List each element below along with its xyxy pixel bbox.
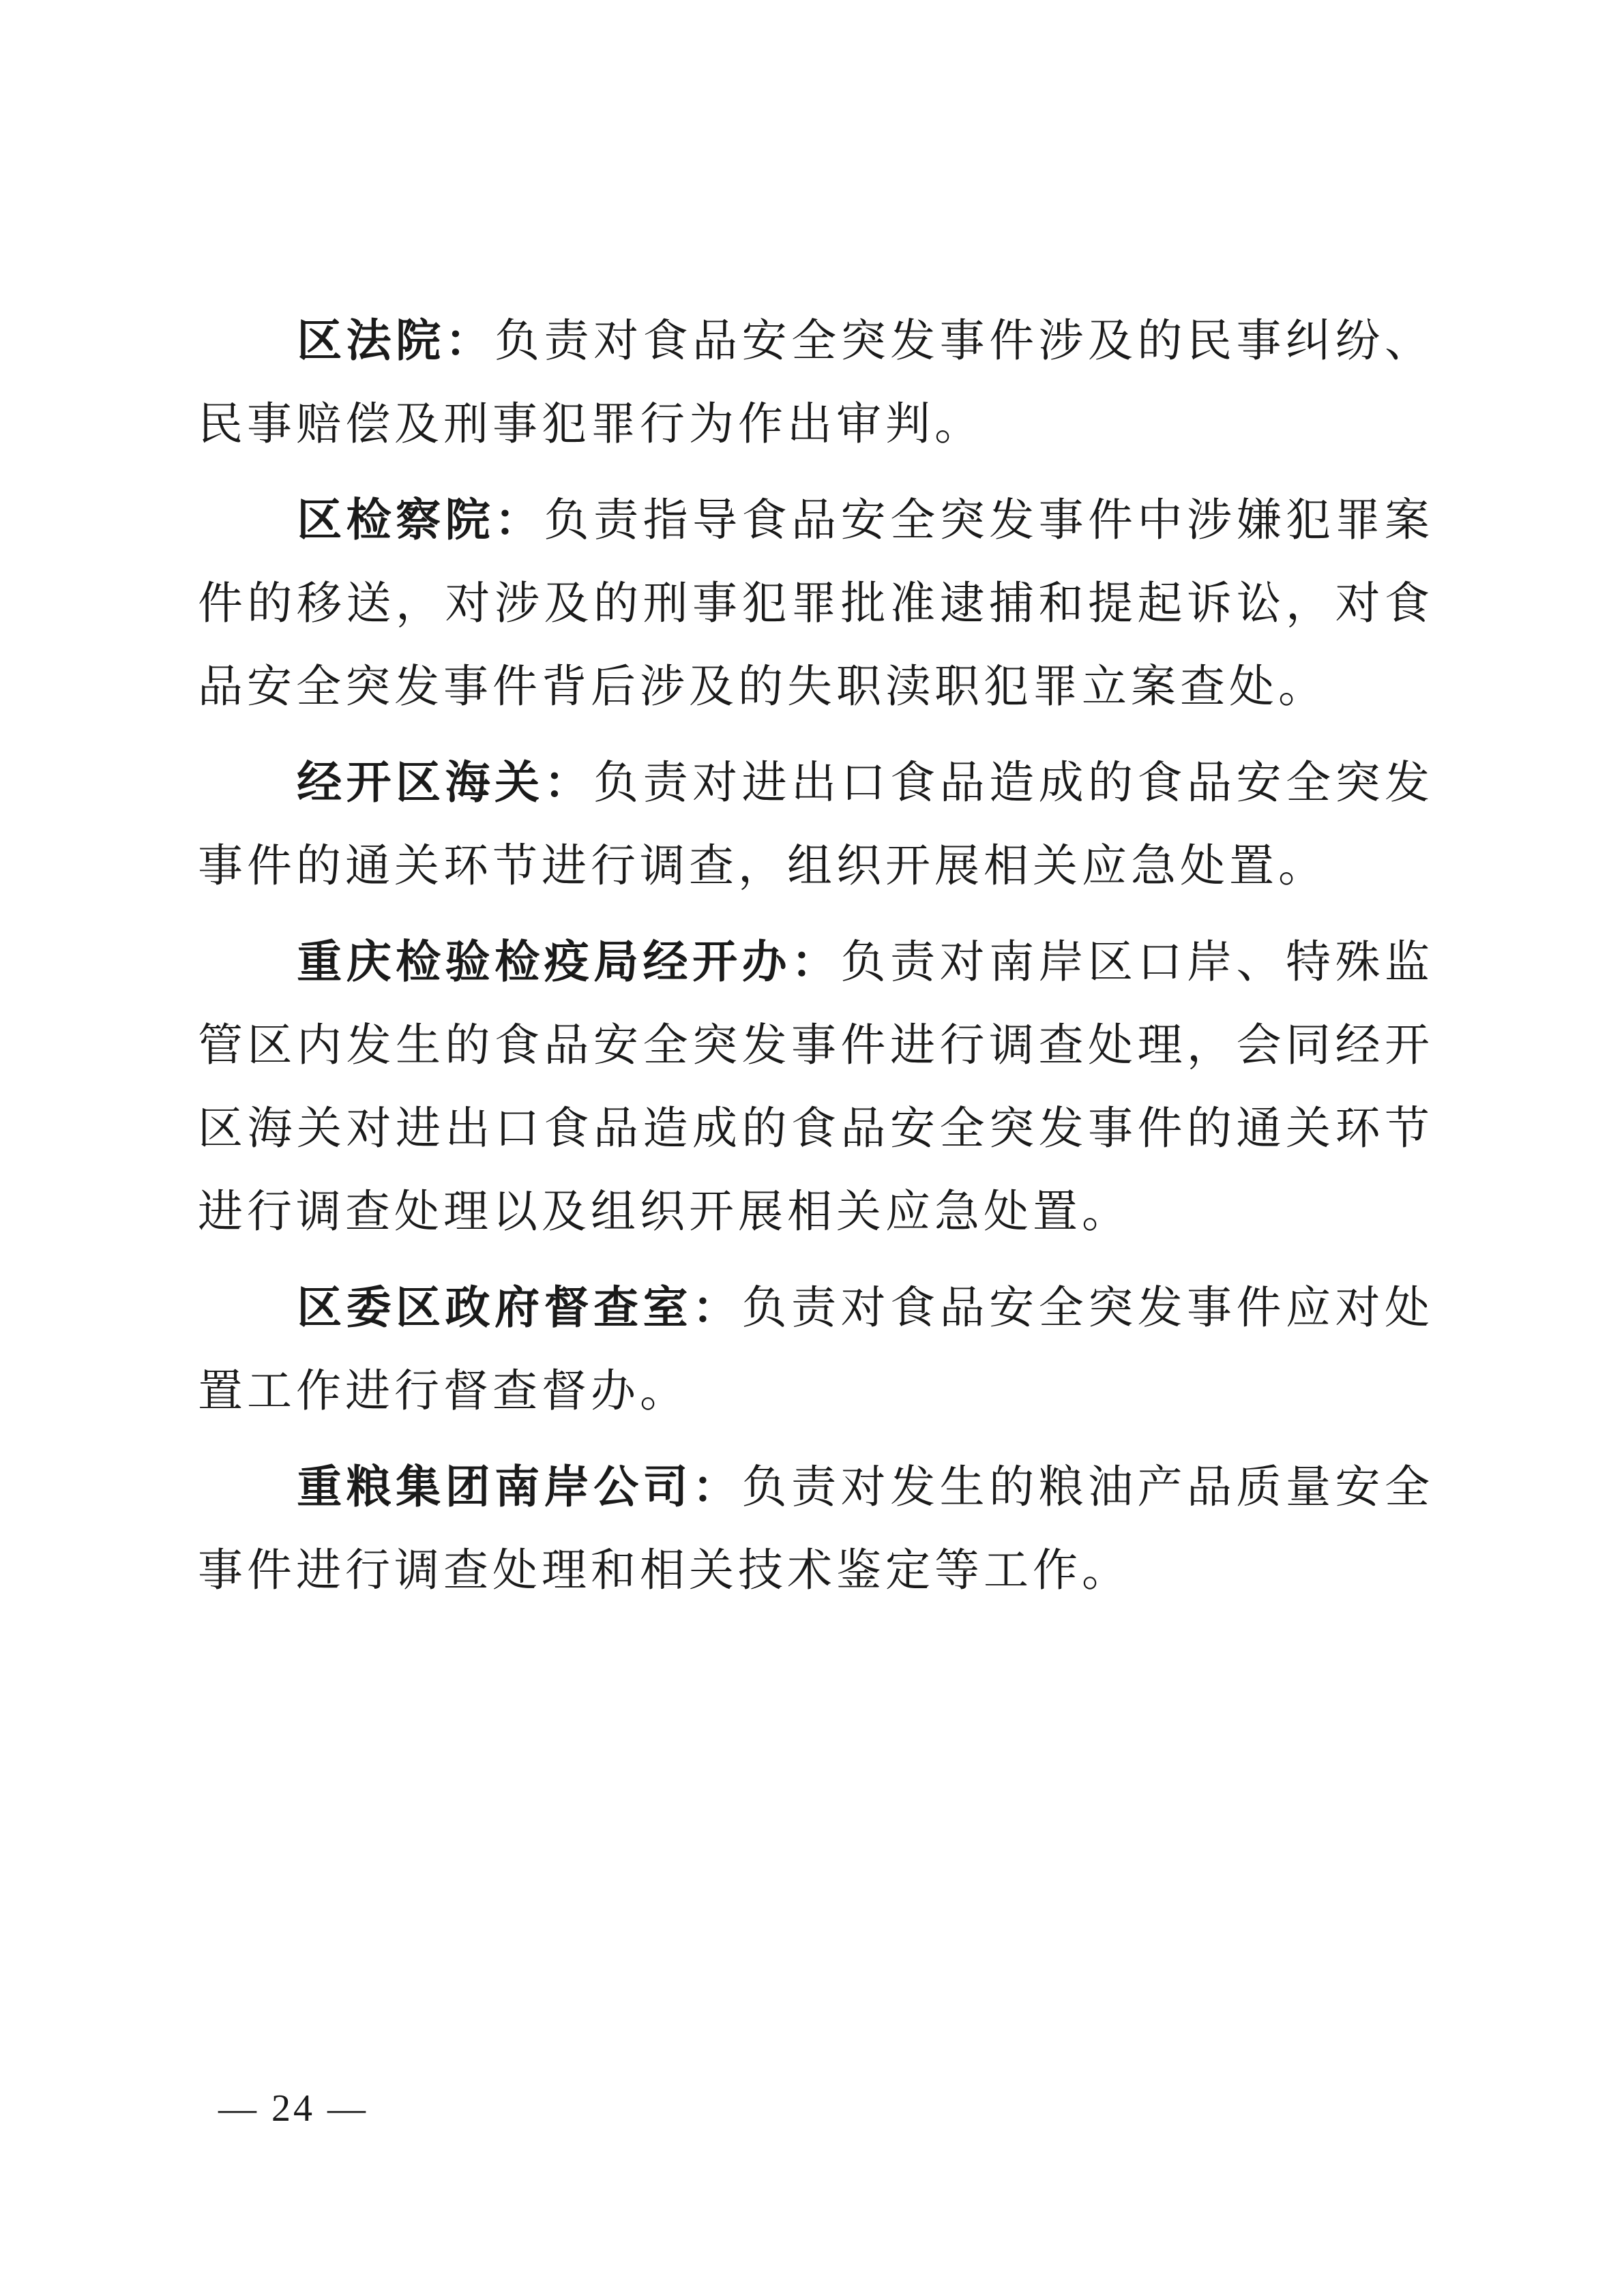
entity-name: 区法院： [297,314,495,367]
paragraph-supervision-office [198,1266,1434,1433]
paragraph-text: 负责对食品安全突发事件涉及的民事纠纷、民事赔偿及刑事犯罪行为作出审判。 [198,314,1434,450]
paragraph-text: 负责对食品安全突发事件应对处置工作进行督查督办。 [198,1281,1434,1417]
entity-name: 重庆检验检疫局经开办： [297,935,841,988]
paragraph-district-procuratorate [198,478,1434,728]
document-body [198,299,1434,1624]
paragraph-text: 负责指导食品安全突发事件中涉嫌犯罪案件的移送，对涉及的刑事犯罪批准逮捕和提起诉讼，对食品安全突发事件背后涉及的失职渎职犯罪立案查处。 [198,494,1434,713]
entity-name: 区委区政府督查室： [297,1281,742,1334]
paragraph-text: 负责对进出口食品造成的食品安全突发事件的通关环节进行调查，组织开展相关应急处置。 [198,756,1434,892]
paragraph-text: 负责对发生的粮油产品质量安全事件进行调查处理和相关技术鉴定等工作。 [198,1461,1434,1596]
entity-name: 经开区海关： [297,756,594,809]
paragraph-grain-group [198,1445,1434,1612]
paragraph-district-court [198,299,1434,466]
entity-name: 区检察院： [297,493,544,546]
paragraph-text: 负责对南岸区口岸、特殊监管区内发生的食品安全突发事件进行调查处理，会同经开区海关对进出口食品造成的食品安全突发事件的通关环节进行调查处理以及组织开展相关应急处置。 [198,936,1434,1238]
paragraph-customs [198,741,1434,908]
page-number: — 24 — [218,2087,368,2130]
entity-name: 重粮集团南岸公司： [297,1460,742,1513]
paragraph-inspection-quarantine [198,920,1434,1253]
